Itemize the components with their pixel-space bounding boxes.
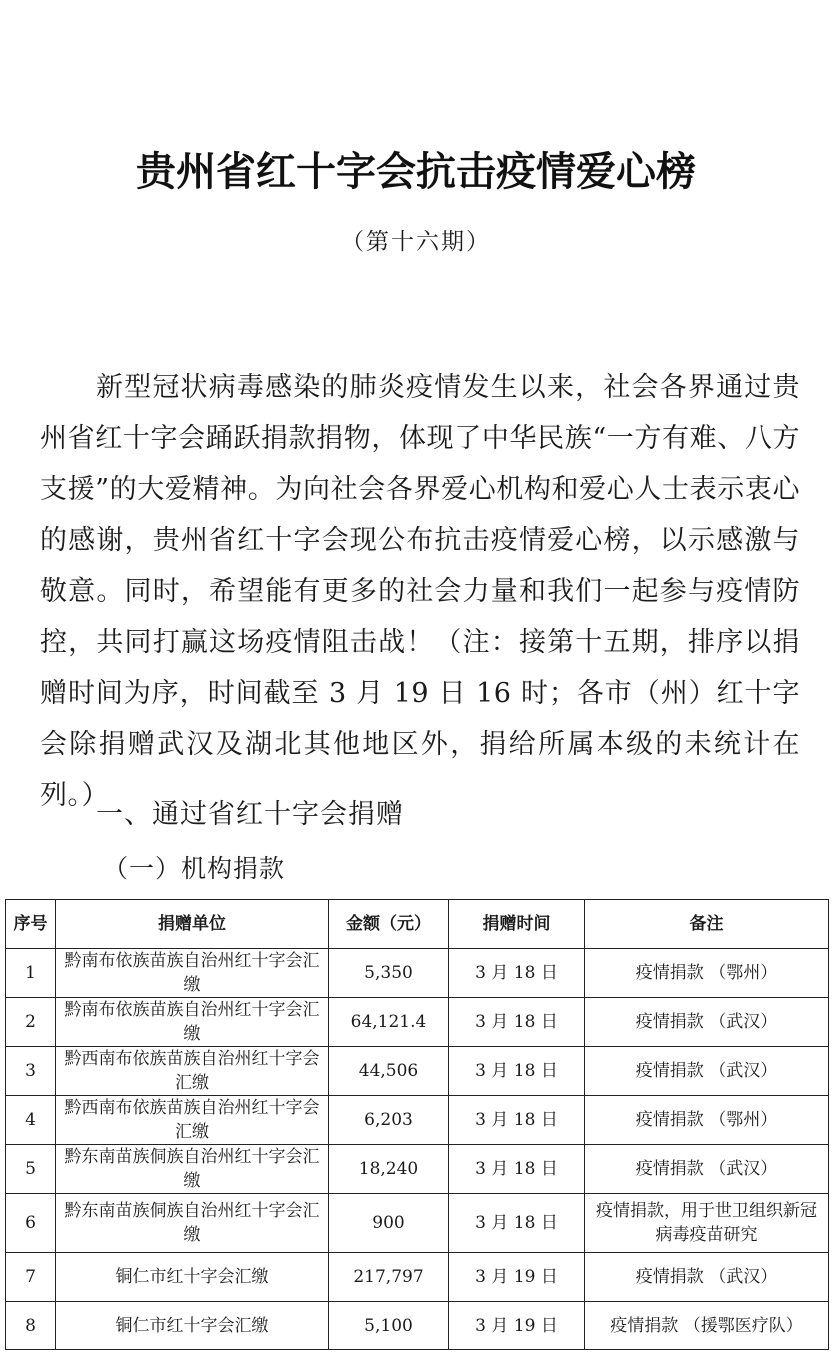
- header-no: 序号: [6, 900, 56, 949]
- header-donor: 捐赠单位: [56, 900, 329, 949]
- cell-amount: 64,121.4: [329, 998, 449, 1047]
- cell-date: 3 月 18 日: [449, 998, 585, 1047]
- table-row: [6, 998, 829, 1047]
- cell-donor: 黔南布依族苗族自治州红十字会汇缴: [56, 949, 329, 998]
- cell-donor: 黔西南布依族苗族自治州红十字会汇缴: [56, 1047, 329, 1096]
- cell-no: 6: [6, 1194, 56, 1253]
- cell-date: 3 月 18 日: [449, 949, 585, 998]
- cell-amount: 5,350: [329, 949, 449, 998]
- header-note: 备注: [585, 900, 829, 949]
- subsection-heading: （一）机构捐款: [103, 854, 286, 883]
- table-row: [6, 1096, 829, 1145]
- cell-date: 3 月 19 日: [449, 1302, 585, 1350]
- cell-note: 疫情捐款 （武汉）: [585, 1047, 829, 1096]
- table-row: [6, 1194, 829, 1253]
- cell-date: 3 月 18 日: [449, 1096, 585, 1145]
- cell-no: 7: [6, 1253, 56, 1302]
- table-row: [6, 1145, 829, 1194]
- cell-note: 疫情捐款 （鄂州）: [585, 1096, 829, 1145]
- cell-note: 疫情捐款 （武汉）: [585, 1145, 829, 1194]
- cell-no: 3: [6, 1047, 56, 1096]
- cell-note: 疫情捐款 （武汉）: [585, 998, 829, 1047]
- issue-number: （第十六期）: [341, 229, 491, 255]
- document-title: 贵州省红十字会抗击疫情爱心榜: [136, 148, 696, 195]
- cell-date: 3 月 19 日: [449, 1253, 585, 1302]
- table-header-row: [6, 900, 829, 949]
- cell-donor: 黔南布依族苗族自治州红十字会汇缴: [56, 998, 329, 1047]
- cell-no: 4: [6, 1096, 56, 1145]
- cell-donor: 铜仁市红十字会汇缴: [56, 1302, 329, 1350]
- cell-amount: 5,100: [329, 1302, 449, 1350]
- cell-date: 3 月 18 日: [449, 1145, 585, 1194]
- cell-date: 3 月 18 日: [449, 1047, 585, 1096]
- header-date: 捐赠时间: [449, 900, 585, 949]
- cell-amount: 217,797: [329, 1253, 449, 1302]
- cell-date: 3 月 18 日: [449, 1194, 585, 1253]
- cell-no: 2: [6, 998, 56, 1047]
- cell-donor: 铜仁市红十字会汇缴: [56, 1253, 329, 1302]
- table-row: [6, 949, 829, 998]
- section-heading: 一、通过省红十字会捐赠: [96, 799, 404, 830]
- cell-donor: 黔东南苗族侗族自治州红十字会汇缴: [56, 1194, 329, 1253]
- cell-donor: 黔东南苗族侗族自治州红十字会汇缴: [56, 1145, 329, 1194]
- table-row: [6, 1302, 829, 1350]
- cell-amount: 18,240: [329, 1145, 449, 1194]
- cell-no: 1: [6, 949, 56, 998]
- cell-amount: 6,203: [329, 1096, 449, 1145]
- table-row: [6, 1047, 829, 1096]
- cell-note: 疫情捐款 （援鄂医疗队）: [585, 1302, 829, 1350]
- cell-donor: 黔西南布依族苗族自治州红十字会汇缴: [56, 1096, 329, 1145]
- table-row: [6, 1253, 829, 1302]
- cell-no: 5: [6, 1145, 56, 1194]
- cell-note: 疫情捐款 （武汉）: [585, 1253, 829, 1302]
- cell-note: 疫情捐款 （鄂州）: [585, 949, 829, 998]
- donation-table: [5, 899, 829, 1350]
- intro-paragraph: 新型冠状病毒感染的肺炎疫情发生以来，社会各界通过贵州省红十字会踊跃捐款捐物，体现了中华民族“一方有难、八方支援”的大爱精神。为向社会各界爱心机构和爱心人士表示衷心的感谢，贵州省红十字会现公布抗击疫情爱心榜，以示感激与敬意。同时，希望能有更多的社会力量和我们一起参与疫情防控，共同打赢这场疫情阻击战！（注：接第十五期，排序以捐赠时间为序，时间截至 3 月 19 日 16 时；各市（州）红十字会除捐赠武汉及湖北其他地区外，捐给所属本级的未统计在列。）: [40, 372, 800, 811]
- cell-no: 8: [6, 1302, 56, 1350]
- cell-amount: 900: [329, 1194, 449, 1253]
- header-amount: 金额（元）: [329, 900, 449, 949]
- cell-note: 疫情捐款，用于世卫组织新冠病毒疫苗研究: [585, 1194, 829, 1253]
- cell-amount: 44,506: [329, 1047, 449, 1096]
